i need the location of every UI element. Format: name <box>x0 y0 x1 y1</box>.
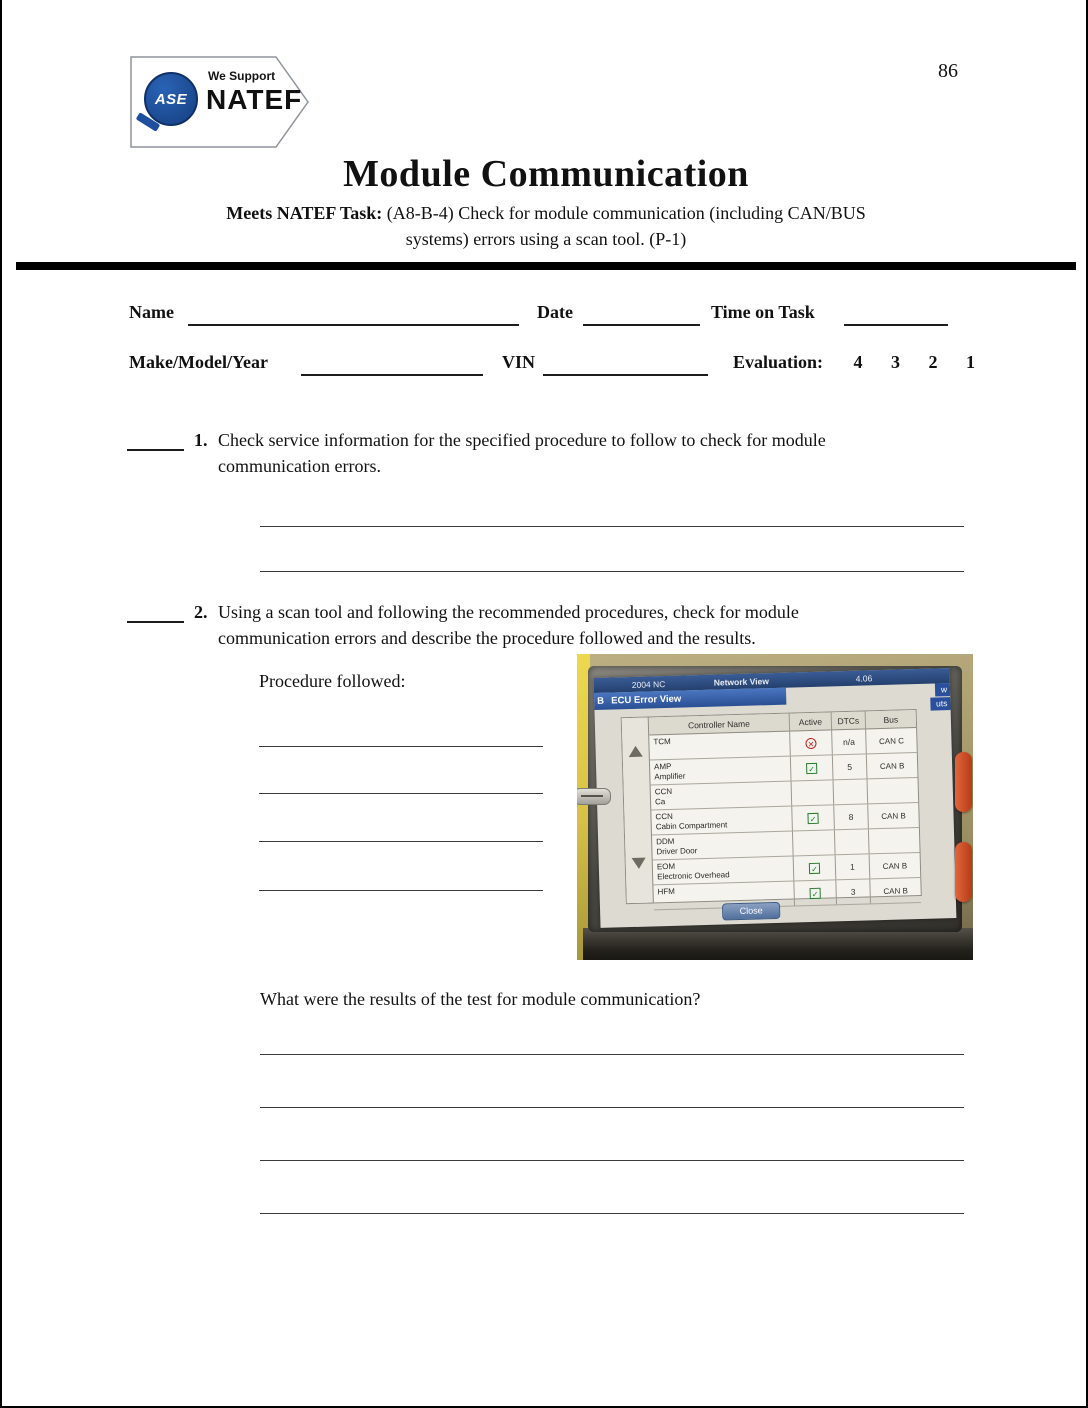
evaluation-3[interactable]: 3 <box>891 352 900 372</box>
active-status-icon <box>807 787 818 798</box>
time-on-task-field[interactable] <box>844 324 948 326</box>
procedure-line[interactable] <box>259 793 543 794</box>
answer-line[interactable] <box>260 1054 964 1055</box>
dtc-count: 5 <box>832 754 867 779</box>
make-model-year-field[interactable] <box>301 374 483 376</box>
bus-type: CAN B <box>869 878 921 903</box>
question-2-text: Using a scan tool and following the recommended procedures, check for module communication errors and describe the procedure followed and the results. <box>218 602 799 649</box>
controller-subname: Driver Door <box>656 846 698 857</box>
question-2 <box>194 599 908 651</box>
scan-tool-screen <box>594 668 957 928</box>
page-number: 86 <box>938 60 958 82</box>
dtc-count <box>834 829 869 854</box>
natef-task-line-1 <box>2 203 1088 224</box>
natef-task-line-2: systems) errors using a scan tool. (P-1) <box>405 229 687 249</box>
controller-acronym: TCM <box>653 736 671 747</box>
header-divider-rule <box>16 262 1076 270</box>
dtc-count: 8 <box>833 804 868 829</box>
bus-type <box>868 828 920 853</box>
controller-subname: Cabin Compartment <box>655 820 728 832</box>
controller-subname: Electronic Overhead <box>657 870 730 882</box>
procedure-line[interactable] <box>259 841 543 842</box>
name-label: Name <box>129 302 174 322</box>
controller-subname: Amplifier <box>654 771 686 782</box>
ase-logo-icon <box>144 72 198 126</box>
device-side-tab <box>955 752 972 812</box>
bus-type <box>867 778 919 803</box>
column-dtcs: DTCs <box>831 711 865 729</box>
question-2-number: 2. <box>194 602 208 622</box>
evaluation-4[interactable]: 4 <box>853 352 863 372</box>
device-side-tab <box>955 842 972 902</box>
scan-tool-device <box>588 666 962 932</box>
evaluation-scale <box>850 352 996 373</box>
dtc-count: n/a <box>831 729 866 754</box>
scroll-down-icon <box>632 858 646 869</box>
evaluation-1[interactable]: 1 <box>966 352 975 372</box>
active-status-icon: ✓ <box>806 762 817 773</box>
bus-type: CAN B <box>866 753 918 778</box>
procedure-followed-label: Procedure followed: <box>259 671 406 691</box>
active-status-icon <box>808 837 819 848</box>
controller-acronym: HFM <box>657 886 676 897</box>
question-1-text: Check service information for the specified procedure to follow to check for module communication errors. <box>218 430 826 477</box>
answer-line[interactable] <box>260 571 964 572</box>
controller-acronym: AMP <box>653 761 672 772</box>
active-status-icon: ✓ <box>809 862 820 873</box>
procedure-line[interactable] <box>259 890 543 891</box>
column-controller-name: Controller Name <box>687 718 750 730</box>
answer-line[interactable] <box>260 526 964 527</box>
dtc-count: 1 <box>835 854 870 879</box>
edge-fragment-bottom: uts <box>930 697 951 711</box>
vin-label: VIN <box>502 352 536 372</box>
results-question: What were the results of the test for module communication? <box>260 989 701 1009</box>
time-on-task-label: Time on Task <box>711 302 815 322</box>
bus-type: CAN B <box>869 853 921 878</box>
date-label: Date <box>537 302 573 322</box>
name-field[interactable] <box>188 324 519 326</box>
ecu-error-view-title: ECU Error View <box>611 693 682 707</box>
bus-type: CAN B <box>867 803 919 828</box>
table-scrollbar <box>622 717 654 903</box>
question-1 <box>194 427 908 479</box>
column-bus: Bus <box>865 710 916 728</box>
controller-acronym: CCN <box>655 811 673 822</box>
active-status-icon: ✕ <box>805 737 816 748</box>
worksheet-title: Module Communication <box>343 153 749 195</box>
question-1-number: 1. <box>194 430 208 450</box>
make-model-year-label: Make/Model/Year <box>129 352 268 372</box>
controller-acronym: CCN <box>654 786 673 797</box>
answer-line[interactable] <box>260 1160 964 1161</box>
edge-fragment-top: w <box>935 683 950 696</box>
evaluation-2[interactable]: 2 <box>928 352 938 372</box>
ase-logo-text: ASE <box>154 90 188 108</box>
controller-acronym: DDM <box>656 836 675 847</box>
controller-acronym: EOM <box>656 861 676 872</box>
ecu-error-table <box>621 709 922 904</box>
dtc-count <box>833 779 868 804</box>
task-label: Meets NATEF Task: <box>226 203 383 223</box>
network-view-label: Network View <box>713 676 769 688</box>
column-active: Active <box>789 712 831 730</box>
procedure-line[interactable] <box>259 746 543 747</box>
active-status-icon: ✓ <box>810 887 821 898</box>
version-label: 4.06 <box>855 673 873 684</box>
close-button: Close <box>722 902 780 921</box>
answer-line[interactable] <box>260 1213 964 1214</box>
question-1-grade-blank[interactable] <box>127 449 184 451</box>
ecu-table-main <box>649 710 921 902</box>
scroll-up-icon <box>628 746 642 757</box>
dtc-count: 3 <box>835 879 870 904</box>
logo-tagline: We Support <box>208 69 276 83</box>
evaluation-label: Evaluation: <box>733 352 824 372</box>
question-2-grade-blank[interactable] <box>127 621 184 623</box>
device-side-button <box>577 788 611 805</box>
device-bottom-edge <box>583 928 973 960</box>
scan-tool-photo <box>577 654 973 960</box>
date-field[interactable] <box>583 324 700 326</box>
controller-subname: Ca <box>654 797 666 807</box>
natef-logo <box>130 56 310 148</box>
active-status-icon: ✓ <box>807 812 818 823</box>
vin-field[interactable] <box>543 374 708 376</box>
answer-line[interactable] <box>260 1107 964 1108</box>
vehicle-year-label: 2004 NC <box>631 679 666 690</box>
logo-name: NATEF <box>206 84 303 115</box>
task-text-1: (A8-B-4) Check for module communication (including CAN/BUS <box>386 203 866 223</box>
bus-type: CAN C <box>865 728 917 753</box>
edge-fragment-left: B <box>597 695 605 707</box>
